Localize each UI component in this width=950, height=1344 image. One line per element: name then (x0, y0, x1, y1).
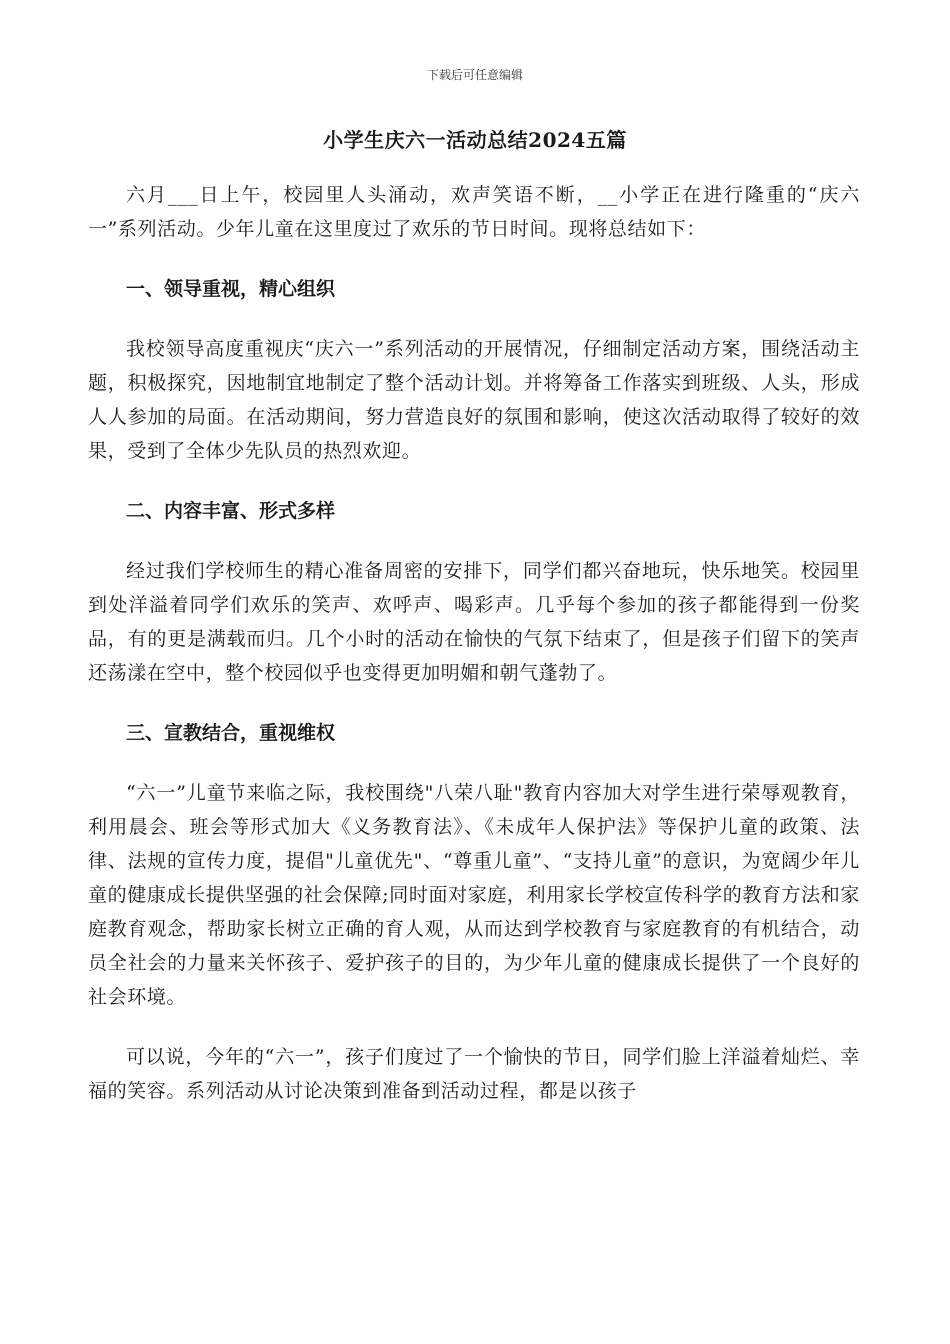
section-paragraph-1: 我校领导高度重视庆“庆六一”系列活动的开展情况，仔细制定活动方案，围绕活动主题，积极探究，因地制宜地制定了整个活动计划。并将筹备工作落实到班级、人头，形成人人参加的局面。在活动期间，努力营造良好的氛围和影响，使这次活动取得了较好的效果，受到了全体少先队员的热烈欢迎。 (88, 338, 860, 462)
header-note: 下载后可任意编辑 (426, 68, 523, 82)
section-heading-3: 三、宣教结合，重视维权 (126, 722, 336, 744)
section-paragraph-2: 经过我们学校师生的精心准备周密的安排下，同学们都兴奋地玩，快乐地笑。校园里到处洋溢着同学们欢乐的笑声、欢呼声、喝彩声。几乎每个参加的孩子都能得到一份奖品，有的更是满载而归。几个小时的活动在愉快的气氛下结束了，但是孩子们留下的笑声还荡漾在空中，整个校园似乎也变得更加明媚和朝气蓬勃了。 (88, 560, 860, 684)
section-heading-2: 二、内容丰富、形式多样 (126, 500, 336, 522)
section-paragraph-3: “六一”儿童节来临之际，我校围绕"八荣八耻"教育内容加大对学生进行荣辱观教育，利用晨会、班会等形式加大《义务教育法》、《未成年人保护法》等保护儿童的政策、法律、法规的宣传力度，提倡"儿童优先"、“尊重儿童”、“支持儿童”的意识，为宽阔少年儿童的健康成长提供坚强的社会保障;同时面对家庭，利用家长学校宣传科学的教育方法和家庭教育观念，帮助家长树立正确的育人观，从而达到学校教育与家庭教育的有机结合，动员全社会的力量来关怀孩子、爱护孩子的目的，为少年儿童的健康成长提供了一个良好的社会环境。 (88, 782, 860, 1008)
intro-paragraph: 六月___日上午，校园里人头涌动，欢声笑语不断，__小学正在进行隆重的“庆六一”系列活动。少年儿童在这里度过了欢乐的节日时间。现将总结如下： (88, 184, 860, 240)
section-heading-1: 一、领导重视，精心组织 (126, 278, 336, 300)
document-body (88, 178, 860, 1108)
document-title: 小学生庆六一活动总结2024五篇 (323, 128, 627, 152)
closing-paragraph: 可以说，今年的“六一”，孩子们度过了一个愉快的节日，同学们脸上洋溢着灿烂、幸福的笑容。系列活动从讨论决策到准备到活动过程，都是以孩子 (88, 1046, 860, 1102)
